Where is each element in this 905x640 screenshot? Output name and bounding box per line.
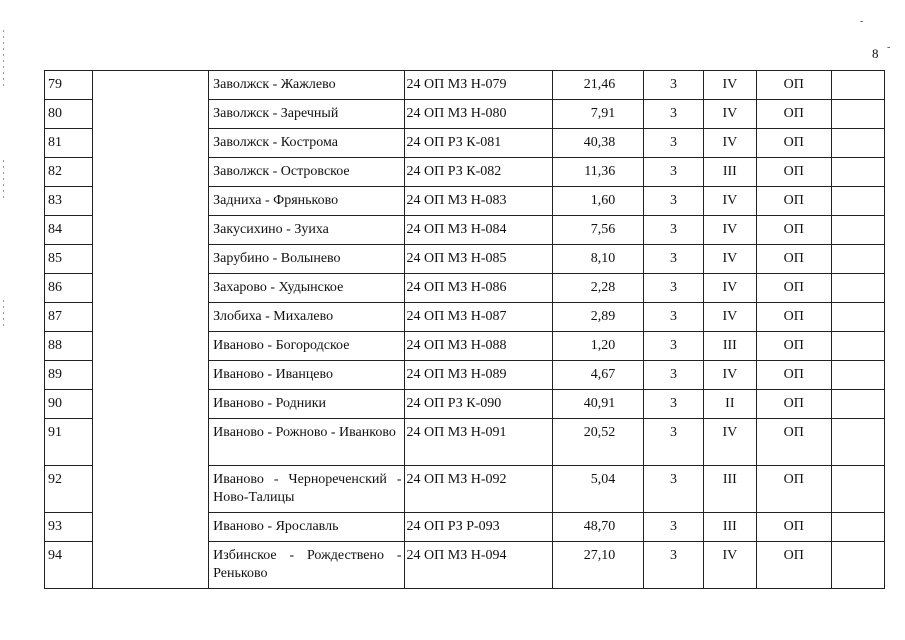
road-status: ОП [757,216,832,245]
road-category: IV [703,303,756,332]
road-category: IV [703,361,756,390]
road-name: Иваново - Богородское [209,332,404,361]
road-name: Заволжск - Заречный [209,100,404,129]
road-code: 24 ОП РЗ К-090 [404,390,552,419]
road-category: IV [703,245,756,274]
road-note [831,216,884,245]
road-code: 24 ОП МЗ Н-094 [404,542,552,589]
row-number: 82 [45,158,93,187]
row-number: 91 [45,419,93,466]
road-code: 24 ОП МЗ Н-089 [404,361,552,390]
road-name: Иваново - Рожново - Иванково [209,419,404,466]
roads-table [44,70,885,589]
road-status: ОП [757,466,832,513]
road-name: Закусихино - Зуиха [209,216,404,245]
road-note [831,245,884,274]
road-length: 2,89 [552,303,644,332]
road-code: 24 ОП МЗ Н-086 [404,274,552,303]
road-value: 3 [644,274,703,303]
road-category: III [703,332,756,361]
row-number: 90 [45,390,93,419]
row-number: 80 [45,100,93,129]
row-number: 88 [45,332,93,361]
page-number: 8 [872,46,879,61]
road-name: Заволжск - Островское [209,158,404,187]
road-note [831,466,884,513]
road-length: 7,56 [552,216,644,245]
road-note [831,158,884,187]
road-status: ОП [757,513,832,542]
road-name: Иваново - Иванцево [209,361,404,390]
road-value: 3 [644,513,703,542]
road-note [831,513,884,542]
road-status: ОП [757,361,832,390]
road-category: IV [703,419,756,466]
road-status: ОП [757,245,832,274]
road-code: 24 ОП МЗ Н-084 [404,216,552,245]
road-code: 24 ОП МЗ Н-083 [404,187,552,216]
road-length: 1,60 [552,187,644,216]
road-value: 3 [644,466,703,513]
row-number: 84 [45,216,93,245]
road-status: ОП [757,100,832,129]
scan-edge-tick: - [887,42,891,53]
road-length: 20,52 [552,419,644,466]
road-code: 24 ОП МЗ Н-080 [404,100,552,129]
road-note [831,332,884,361]
road-code: 24 ОП МЗ Н-087 [404,303,552,332]
row-number: 85 [45,245,93,274]
scan-edge-artifact [3,160,4,200]
row-number: 83 [45,187,93,216]
road-category: IV [703,216,756,245]
road-note [831,129,884,158]
road-length: 48,70 [552,513,644,542]
road-value: 3 [644,390,703,419]
road-note [831,361,884,390]
road-category: II [703,390,756,419]
road-name: Злобиха - Михалево [209,303,404,332]
road-length: 40,38 [552,129,644,158]
road-note [831,100,884,129]
road-code: 24 ОП РЗ К-082 [404,158,552,187]
merged-group-cell [93,71,209,589]
road-note [831,274,884,303]
road-code: 24 ОП МЗ Н-079 [404,71,552,100]
road-value: 3 [644,187,703,216]
row-number: 86 [45,274,93,303]
road-code: 24 ОП МЗ Н-085 [404,245,552,274]
row-number: 79 [45,71,93,100]
road-status: ОП [757,542,832,589]
row-number: 94 [45,542,93,589]
road-name: Иваново - Ярославль [209,513,404,542]
road-code: 24 ОП МЗ Н-092 [404,466,552,513]
road-category: III [703,466,756,513]
road-length: 27,10 [552,542,644,589]
road-value: 3 [644,361,703,390]
road-category: IV [703,187,756,216]
row-number: 89 [45,361,93,390]
road-value: 3 [644,245,703,274]
road-length: 2,28 [552,274,644,303]
road-status: ОП [757,129,832,158]
road-status: ОП [757,274,832,303]
road-code: 24 ОП РЗ Р-093 [404,513,552,542]
road-value: 3 [644,100,703,129]
row-number: 92 [45,466,93,513]
road-length: 11,36 [552,158,644,187]
road-value: 3 [644,542,703,589]
road-code: 24 ОП МЗ Н-091 [404,419,552,466]
road-status: ОП [757,390,832,419]
road-name: Задниха - Фряньково [209,187,404,216]
row-number: 93 [45,513,93,542]
roads-table-body [45,71,885,589]
road-name: Захарово - Худынское [209,274,404,303]
road-category: IV [703,71,756,100]
row-number: 87 [45,303,93,332]
road-note [831,390,884,419]
road-length: 8,10 [552,245,644,274]
road-length: 21,46 [552,71,644,100]
road-note [831,187,884,216]
road-length: 7,91 [552,100,644,129]
scan-edge-artifact [3,30,4,90]
road-category: IV [703,100,756,129]
road-code: 24 ОП МЗ Н-088 [404,332,552,361]
road-category: IV [703,274,756,303]
table-row [45,71,885,100]
scan-corner-mark: - [860,16,864,27]
road-value: 3 [644,419,703,466]
road-value: 3 [644,158,703,187]
road-length: 4,67 [552,361,644,390]
road-name: Иваново - Чернореченский - Ново-Талицы [209,466,404,513]
road-status: ОП [757,419,832,466]
row-number: 81 [45,129,93,158]
road-value: 3 [644,71,703,100]
road-status: ОП [757,332,832,361]
road-status: ОП [757,158,832,187]
scan-edge-artifact [3,300,4,330]
road-name: Заволжск - Кострома [209,129,404,158]
road-value: 3 [644,129,703,158]
road-status: ОП [757,303,832,332]
road-note [831,303,884,332]
road-name: Избинское - Рождествено - Реньково [209,542,404,589]
road-value: 3 [644,332,703,361]
road-code: 24 ОП РЗ К-081 [404,129,552,158]
road-category: III [703,158,756,187]
road-name: Зарубино - Волынево [209,245,404,274]
road-name: Заволжск - Жажлево [209,71,404,100]
road-note [831,419,884,466]
road-status: ОП [757,71,832,100]
road-note [831,542,884,589]
road-note [831,71,884,100]
road-category: III [703,513,756,542]
road-status: ОП [757,187,832,216]
road-category: IV [703,129,756,158]
road-value: 3 [644,216,703,245]
road-category: IV [703,542,756,589]
road-length: 1,20 [552,332,644,361]
road-value: 3 [644,303,703,332]
road-name: Иваново - Родники [209,390,404,419]
road-length: 5,04 [552,466,644,513]
road-length: 40,91 [552,390,644,419]
